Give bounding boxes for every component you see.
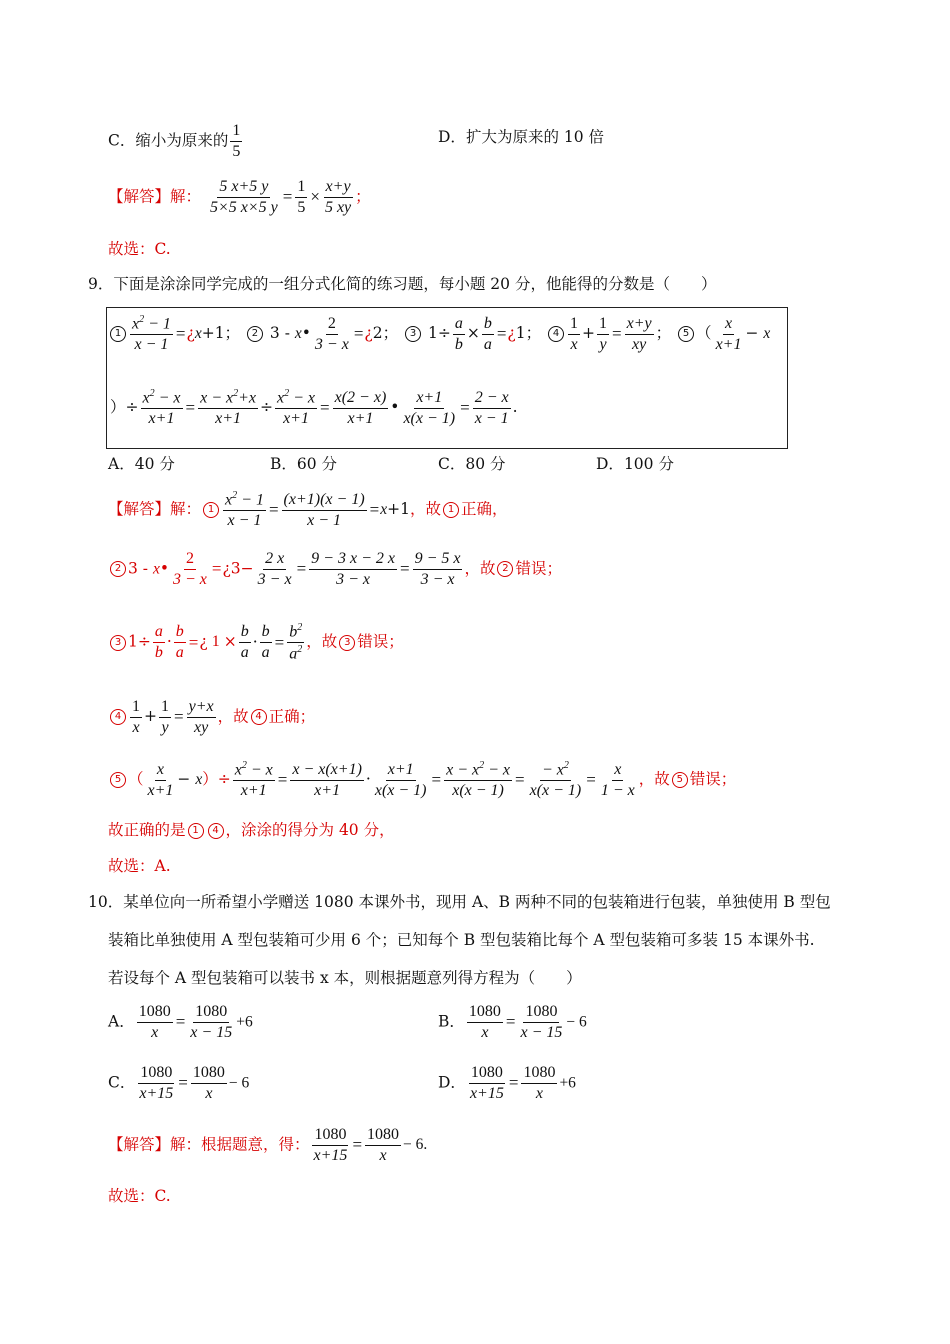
answer-tag: 【解答】 <box>108 187 171 206</box>
option-text: 缩小为原来的 <box>135 131 229 150</box>
q9-answer-step3: 3 1÷ $\frac{a}{b}$ · $\frac{b}{a}$ =¿ 1 × $\frac{b}{a}$ · $\frac{b}{a}$ = $\frac{b^2}{a^2}$ ，故 3 错误； <box>108 622 404 663</box>
q10-stem-line3: 若设每个 A 型包装箱可以装书 x 本，则根据题意列得方程为（ ） <box>108 969 582 987</box>
question-number: 10． <box>88 893 124 911</box>
answer-tag: 【解答】 <box>108 500 171 519</box>
q9-answer-step1: 【解答】解： 1 $\frac{x^2 - 1}{x - 1}$ = $\frac{(x+1)(x - 1)}{x - 1}$ =x+1，故 1 正确， <box>108 490 508 530</box>
question-text: 某单位向一所希望小学赠送 1080 本课外书，现用 A、B 两种不同的包装箱进行包装，单独使用 B 型包 <box>123 893 831 911</box>
fraction: $\frac{x+y}{5 xy}$ <box>324 178 352 216</box>
answer-text: 解：根据题意，得： <box>170 1135 310 1154</box>
q8-option-d <box>438 128 604 147</box>
option-text: 60 分 <box>296 455 338 473</box>
q9-option-a <box>108 455 175 474</box>
option-text: 80 分 <box>465 455 506 473</box>
option-text: 40 分 <box>134 455 175 473</box>
answer-lead: 解： <box>170 187 202 206</box>
fraction: $\frac{1}{5}$ <box>232 122 241 160</box>
option-text: 扩大为原来的 10 倍 <box>465 128 605 146</box>
option-label: C． <box>438 455 466 473</box>
option-label: A． <box>108 455 135 473</box>
q9-answer-step4: 4 $\frac{1}{x}$ + $\frac{1}{y}$ = $\frac{y+x}{xy}$ ，故 4 正确； <box>108 698 315 737</box>
q9-exercise-line1: 1 $\frac{x^2 - 1}{x - 1}$ =¿x+1； 2 3 - x• $\frac{2}{3 - x}$ =¿2； 3 1÷ $\frac{a}{b}$ × $\frac{b}{a}$ =¿1； 4 $\frac{1}{x}$ + $\frac{1}{y}$ = $\frac{x+y}{xy}$ ； 5 （ $\frac{x}{x+1}$ − x <box>108 314 770 354</box>
q10-option-b: B． $\frac{1080}{x}$ = $\frac{1080}{x - 15}$ − 6 <box>438 1003 587 1041</box>
q10-choice: 故选：C. <box>108 1187 171 1205</box>
fraction: $\frac{1}{5}$ <box>297 178 306 216</box>
answer-tag: 【解答】 <box>108 1135 171 1154</box>
q8-choice: 故选：C. <box>108 240 171 258</box>
option-label: D． <box>438 128 466 146</box>
q9-summary: 故正确的是 1 4 ，涂涂的得分为 40 分， <box>108 821 395 839</box>
answer-lead: 解： <box>170 500 202 519</box>
question-text: 下面是涂涂同学完成的一组分式化简的练习题，每小题 20 分，他能得的分数是（ ） <box>113 275 717 293</box>
q9-choice: 故选：A. <box>108 857 171 875</box>
q8-answer: 【解答】解： $\frac{5 x+5 y}{5\times 5 x\times 5 y}$ = $\frac{1}{5}$ × $\frac{x+y}{5 xy}$ ； <box>108 178 371 216</box>
q10-option-c: C． $\frac{1080}{x+15}$ = $\frac{1080}{x}$ − 6 <box>108 1064 250 1102</box>
q10-option-d: D． $\frac{1080}{x+15}$ = $\frac{1080}{x}$ +6 <box>438 1064 576 1102</box>
option-label: B． <box>270 455 297 473</box>
option-label: C． <box>108 131 136 150</box>
q10-answer: 【解答】解：根据题意，得： $\frac{1080}{x+15}$ = $\frac{1080}{x}$ − 6. <box>108 1126 428 1164</box>
q9-answer-step2: 2 3 - x• $\frac{2}{3 - x}$ =¿3− $\frac{2 x}{3 - x}$ = $\frac{9 - 3 x - 2 x}{3 - x}$ = $\frac{9 - 5 x}{3 - x}$ ，故 2 错误； <box>108 550 562 589</box>
option-label: D． <box>596 455 624 473</box>
question-number: 9． <box>88 275 114 293</box>
fraction: $\frac{5 x+5 y}{5\times 5 x\times 5 y}$ <box>209 178 278 216</box>
q8-option-c <box>108 122 244 161</box>
q10-option-a: A． $\frac{1080}{x}$ = $\frac{1080}{x - 15}$ +6 <box>108 1003 253 1041</box>
q9-exercise-line2: ）÷ $\frac{x^2 - x}{x+1}$ = $\frac{x - x^2+x}{x+1}$ ÷ $\frac{x^2 - x}{x+1}$ = $\frac{x(2 - x)}{x+1}$ • $\frac{x+1}{x(x - 1)}$ = $\frac{2 - x}{x - 1}$ . <box>110 388 518 428</box>
q10-stem-line2: 装箱比单独使用 A 型包装箱可少用 6 个；已知每个 B 型包装箱比每个 A 型包装箱可多装 15 本课外书. <box>108 931 815 949</box>
q9-answer-step5: 5 （ $\frac{x}{x+1}$ − x）÷ $\frac{x^2 - x}{x+1}$ = $\frac{x - x(x+1)}{x+1}$ · $\frac{x+1}{x(x - 1)}$ = $\frac{x - x^2 - x}{x(x - 1)}$ = $\frac{- x^2}{x(x - 1)}$ = $\frac{x}{1 - x}$ ，故 5 错误； <box>108 760 736 800</box>
option-text: 100 分 <box>623 455 674 473</box>
q9-stem <box>88 275 716 294</box>
q10-stem-line1 <box>88 893 831 912</box>
q9-option-b <box>270 455 337 474</box>
q9-option-d <box>596 455 674 474</box>
q9-option-c <box>438 455 506 474</box>
